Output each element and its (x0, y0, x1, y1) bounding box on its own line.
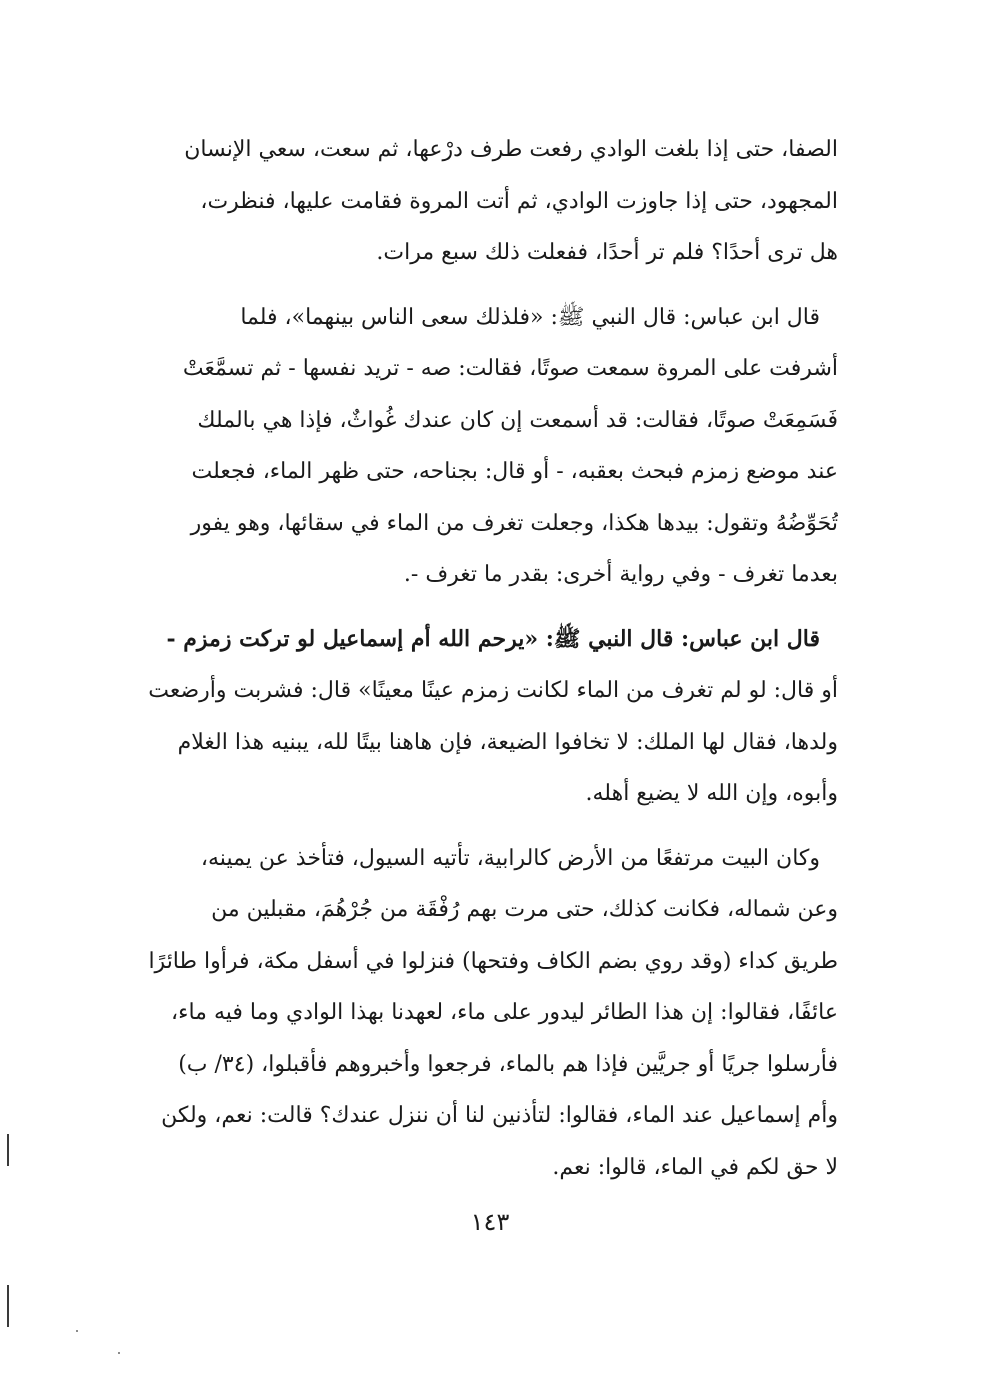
text-line: بعدما تغرف - وفي رواية أخرى: بقدر ما تغرف -. (403, 562, 838, 587)
text-line: وأم إسماعيل عند الماء، فقالوا: لتأذنين لنا أن ننزل عندك؟ قالت: نعم، ولكن (161, 1103, 838, 1128)
text-line: المجهود، حتى إذا جاوزت الوادي، ثم أتت المروة فقامت عليها، فنظرت، (200, 188, 838, 214)
paragraph-1 (120, 124, 838, 279)
body-text (120, 124, 838, 1193)
text-line: عند موضع زمزم فبحث بعقبه، - أو قال: بجناحه، حتى ظهر الماء، فجعلت (191, 459, 838, 484)
text-line: وعن شماله، فكانت كذلك، حتى مرت بهم رُفْقَة من جُرْهُمَ، مقبلين من (211, 897, 838, 922)
paragraph-4 (120, 833, 838, 1194)
text-line: فَسَمِعَتْ صوتًا، فقالت: قد أسمعت إن كان عندك غُواثٌ، فإذا هي بالملك (197, 407, 838, 433)
scan-speck (118, 1352, 120, 1354)
paragraph-3 (120, 614, 838, 820)
text-line: ولدها، فقال لها الملك: لا تخافوا الضيعة، فإن هاهنا بيتًا لله، يبنيه هذا الغلام (177, 729, 838, 755)
text-line: قال ابن عباس: قال النبي ﷺ: «فلذلك سعى الناس بينهما»، فلما (240, 304, 820, 330)
text-line: قال ابن عباس: قال النبي ﷺ: «يرحم الله أم إسماعيل لو تركت زمزم - (166, 625, 820, 652)
text-line: أشرفت على المروة سمعت صوتًا، فقالت: صه - تريد نفسها - ثم تسمَّعَتْ (182, 356, 838, 381)
text-line: عائفًا، فقالوا: إن هذا الطائر ليدور على ماء، لعهدنا بهذا الوادي وما فيه ماء، (171, 1000, 838, 1025)
text-line: لا حق لكم في الماء، قالوا: نعم. (552, 1154, 838, 1180)
text-line: أو قال: لو لم تغرف من الماء لكانت زمزم عينًا معينًا» قال: فشربت وأرضعت (148, 678, 838, 703)
scan-speck (76, 1330, 78, 1332)
text-line: فأرسلوا جريًا أو جريَّين فإذا هم بالماء، فرجعوا وأخبروهم فأقبلوا، (٣٤/ ب) (178, 1051, 838, 1077)
text-line: الصفا، حتى إذا بلغت الوادي رفعت طرف درْعها، ثم سعت، سعي الإنسان (184, 137, 838, 162)
text-line: هل ترى أحدًا؟ فلم تر أحدًا، ففعلت ذلك سبع مرات. (376, 240, 838, 265)
text-line: تُحَوِّضُهُ وتقول: بيدها هكذا، وجعلت تغرف من الماء في سقائها، وهو يفور (190, 510, 838, 536)
text-line: طريق كداء (وقد روي بضم الكاف وفتحها) فنزلوا في أسفل مكة، فرأوا طائرًا (148, 948, 838, 974)
text-line: وكان البيت مرتفعًا من الأرض كالرابية، تأتيه السيول، فتأخذ عن يمينه، (200, 845, 820, 871)
text-line: وأبوه، وإن الله لا يضيع أهله. (585, 781, 838, 806)
paragraph-2 (120, 292, 838, 601)
page-number: ١٤٣ (470, 1208, 510, 1236)
scan-edge-mark (7, 1285, 9, 1327)
scan-edge-mark (7, 1134, 9, 1166)
